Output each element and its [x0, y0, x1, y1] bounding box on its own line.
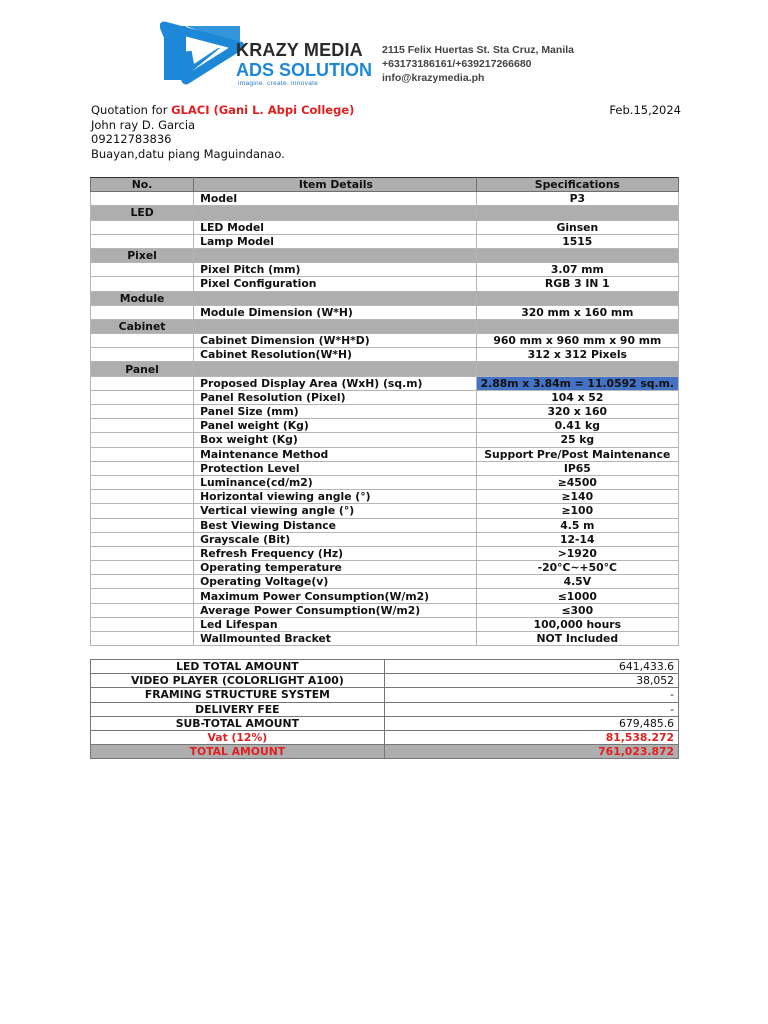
spec-value-cell: >1920 — [476, 546, 678, 560]
spec-value-cell: 1515 — [476, 234, 678, 248]
spec-value-cell: 4.5V — [476, 575, 678, 589]
contact-name: John ray D. Garcia — [91, 117, 196, 132]
spec-no-cell — [91, 504, 194, 518]
spec-no-cell: Cabinet — [91, 319, 194, 333]
spec-item-cell: Operating Voltage(v) — [194, 575, 477, 589]
spec-no-cell — [91, 589, 194, 603]
brand-tagline: imagine. create. innovate — [238, 80, 319, 87]
spec-value-cell: 25 kg — [476, 433, 678, 447]
total-label: FRAMING STRUCTURE SYSTEM — [91, 688, 385, 702]
spec-row — [91, 447, 679, 461]
total-value: 81,538.272 — [384, 730, 678, 744]
spec-no-cell — [91, 603, 194, 617]
total-label: DELIVERY FEE — [91, 702, 385, 716]
spec-row — [91, 419, 679, 433]
quotation-for-line — [91, 103, 681, 118]
total-row — [91, 716, 679, 730]
spec-no-cell — [91, 433, 194, 447]
spec-no-cell — [91, 419, 194, 433]
spec-row — [91, 220, 679, 234]
spec-row — [91, 334, 679, 348]
spec-item-cell — [194, 319, 477, 333]
total-row — [91, 745, 679, 759]
spec-value-cell: 104 x 52 — [476, 390, 678, 404]
header-item-details: Item Details — [194, 178, 477, 192]
spec-item-cell: Model — [194, 192, 477, 206]
spec-no-cell — [91, 220, 194, 234]
spec-row — [91, 433, 679, 447]
spec-row — [91, 461, 679, 475]
spec-no-cell — [91, 305, 194, 319]
total-value: 641,433.6 — [384, 660, 678, 674]
spec-row — [91, 390, 679, 404]
spec-no-cell: Panel — [91, 362, 194, 376]
spec-item-cell: LED Model — [194, 220, 477, 234]
spec-row — [91, 617, 679, 631]
quotation-date: Feb.15,2024 — [609, 103, 681, 117]
brand-name — [236, 40, 372, 87]
total-value: 38,052 — [384, 674, 678, 688]
spec-no-cell — [91, 490, 194, 504]
spec-value-cell — [476, 248, 678, 262]
total-row — [91, 702, 679, 716]
spec-no-cell — [91, 376, 194, 390]
spec-row — [91, 192, 679, 206]
spec-item-cell: Best Viewing Distance — [194, 518, 477, 532]
spec-no-cell — [91, 546, 194, 560]
spec-row — [91, 490, 679, 504]
spec-item-cell: Panel Size (mm) — [194, 405, 477, 419]
spec-item-cell — [194, 206, 477, 220]
spec-no-cell: LED — [91, 206, 194, 220]
spec-row — [91, 305, 679, 319]
spec-no-cell — [91, 617, 194, 631]
quotation-info — [91, 103, 681, 161]
spec-row — [91, 575, 679, 589]
spec-value-cell: RGB 3 IN 1 — [476, 277, 678, 291]
spec-value-cell: ≥4500 — [476, 475, 678, 489]
spec-item-cell: Panel weight (Kg) — [194, 419, 477, 433]
spec-value-cell: 960 mm x 960 mm x 90 mm — [476, 334, 678, 348]
spec-value-cell — [476, 291, 678, 305]
spec-value-cell: 4.5 m — [476, 518, 678, 532]
client-name: GLACI (Gani L. Abpi College) — [171, 103, 355, 117]
spec-row — [91, 348, 679, 362]
company-phones: +63173186161/+639217266680 — [382, 58, 532, 70]
spec-item-cell: Module Dimension (W*H) — [194, 305, 477, 319]
spec-item-cell: Horizontal viewing angle (°) — [194, 490, 477, 504]
spec-no-cell — [91, 575, 194, 589]
spec-row — [91, 632, 679, 646]
spec-no-cell — [91, 277, 194, 291]
spec-item-cell — [194, 248, 477, 262]
spec-item-cell: Pixel Configuration — [194, 277, 477, 291]
spec-no-cell — [91, 263, 194, 277]
spec-value-cell: ≤300 — [476, 603, 678, 617]
spec-item-cell: Average Power Consumption(W/m2) — [194, 603, 477, 617]
spec-value-cell: ≥140 — [476, 490, 678, 504]
spec-value-cell: 2.88m x 3.84m = 11.0592 sq.m. — [476, 376, 678, 390]
company-email[interactable]: info@krazymedia.ph — [382, 72, 485, 84]
spec-row — [91, 589, 679, 603]
spec-value-cell — [476, 206, 678, 220]
spec-no-cell: Module — [91, 291, 194, 305]
company-address: 2115 Felix Huertas St. Sta Cruz, Manila — [382, 44, 574, 56]
spec-item-cell: Lamp Model — [194, 234, 477, 248]
header-no: No. — [91, 178, 194, 192]
spec-item-cell: Refresh Frequency (Hz) — [194, 546, 477, 560]
spec-row — [91, 518, 679, 532]
spec-row — [91, 405, 679, 419]
spec-item-cell: Pixel Pitch (mm) — [194, 263, 477, 277]
spec-item-cell: Vertical viewing angle (°) — [194, 504, 477, 518]
spec-row — [91, 234, 679, 248]
spec-value-cell: 320 mm x 160 mm — [476, 305, 678, 319]
spec-section-row — [91, 362, 679, 376]
spec-item-cell: Box weight (Kg) — [194, 433, 477, 447]
spec-value-cell: ≥100 — [476, 504, 678, 518]
spec-item-cell: Operating temperature — [194, 561, 477, 575]
spec-value-cell: Ginsen — [476, 220, 678, 234]
spec-no-cell — [91, 561, 194, 575]
spec-item-cell: Panel Resolution (Pixel) — [194, 390, 477, 404]
spec-value-cell: 312 x 312 Pixels — [476, 348, 678, 362]
spec-value-cell: ≤1000 — [476, 589, 678, 603]
brand-name-line2: ADS SOLUTION — [236, 60, 373, 80]
quotation-prefix: Quotation for — [91, 103, 172, 117]
total-row — [91, 660, 679, 674]
spec-row — [91, 561, 679, 575]
spec-section-row — [91, 248, 679, 262]
spec-no-cell — [91, 461, 194, 475]
total-value: - — [384, 702, 678, 716]
total-label: SUB-TOTAL AMOUNT — [91, 716, 385, 730]
total-label: VIDEO PLAYER (COLORLIGHT A100) — [91, 674, 385, 688]
spec-item-cell: Protection Level — [194, 461, 477, 475]
spec-no-cell — [91, 447, 194, 461]
spec-row — [91, 546, 679, 560]
contact-address: Buayan,datu piang Maguindanao. — [91, 146, 285, 161]
spec-no-cell — [91, 390, 194, 404]
total-value: 679,485.6 — [384, 716, 678, 730]
spec-value-cell: 12-14 — [476, 532, 678, 546]
total-row — [91, 674, 679, 688]
total-row — [91, 730, 679, 744]
spec-no-cell — [91, 532, 194, 546]
spec-value-cell: Support Pre/Post Maintenance — [476, 447, 678, 461]
spec-row — [91, 376, 679, 390]
spec-row — [91, 277, 679, 291]
contact-phone: 09212783836 — [91, 132, 172, 146]
spec-value-cell: 0.41 kg — [476, 419, 678, 433]
spec-value-cell: 3.07 mm — [476, 263, 678, 277]
spec-no-cell: Pixel — [91, 248, 194, 262]
spec-no-cell — [91, 475, 194, 489]
brand-name-line1: KRAZY MEDIA — [236, 40, 363, 60]
spec-value-cell — [476, 319, 678, 333]
spec-row — [91, 532, 679, 546]
spec-no-cell — [91, 334, 194, 348]
spec-no-cell — [91, 518, 194, 532]
spec-item-cell: Maintenance Method — [194, 447, 477, 461]
company-contact — [382, 43, 574, 85]
total-value: - — [384, 688, 678, 702]
total-row — [91, 688, 679, 702]
spec-no-cell — [91, 405, 194, 419]
spec-value-cell: -20°C~+50°C — [476, 561, 678, 575]
spec-value-cell: 320 x 160 — [476, 405, 678, 419]
spec-item-cell: Proposed Display Area (WxH) (sq.m) — [194, 376, 477, 390]
spec-item-cell: Led Lifespan — [194, 617, 477, 631]
spec-row — [91, 475, 679, 489]
spec-item-cell: Luminance(cd/m2) — [194, 475, 477, 489]
spec-no-cell — [91, 234, 194, 248]
total-value: 761,023.872 — [384, 745, 678, 759]
spec-item-cell — [194, 291, 477, 305]
spec-table-header — [91, 178, 679, 192]
total-label: LED TOTAL AMOUNT — [91, 660, 385, 674]
krazy-media-logo-icon — [160, 20, 246, 86]
totals-table — [90, 659, 679, 759]
spec-no-cell — [91, 632, 194, 646]
spec-item-cell: Maximum Power Consumption(W/m2) — [194, 589, 477, 603]
header-specifications: Specifications — [476, 178, 678, 192]
spec-section-row — [91, 319, 679, 333]
spec-section-row — [91, 206, 679, 220]
spec-item-cell: Cabinet Dimension (W*H*D) — [194, 334, 477, 348]
spec-section-row — [91, 291, 679, 305]
total-label: Vat (12%) — [91, 730, 385, 744]
spec-item-cell: Cabinet Resolution(W*H) — [194, 348, 477, 362]
spec-row — [91, 263, 679, 277]
specifications-table — [90, 177, 679, 646]
company-header — [160, 20, 600, 86]
spec-row — [91, 504, 679, 518]
spec-item-cell: Wallmounted Bracket — [194, 632, 477, 646]
spec-row — [91, 603, 679, 617]
spec-value-cell: 100,000 hours — [476, 617, 678, 631]
spec-no-cell — [91, 192, 194, 206]
spec-value-cell: IP65 — [476, 461, 678, 475]
spec-item-cell — [194, 362, 477, 376]
spec-value-cell: P3 — [476, 192, 678, 206]
spec-item-cell: Grayscale (Bit) — [194, 532, 477, 546]
spec-no-cell — [91, 348, 194, 362]
total-label: TOTAL AMOUNT — [91, 745, 385, 759]
spec-value-cell: NOT Included — [476, 632, 678, 646]
spec-value-cell — [476, 362, 678, 376]
